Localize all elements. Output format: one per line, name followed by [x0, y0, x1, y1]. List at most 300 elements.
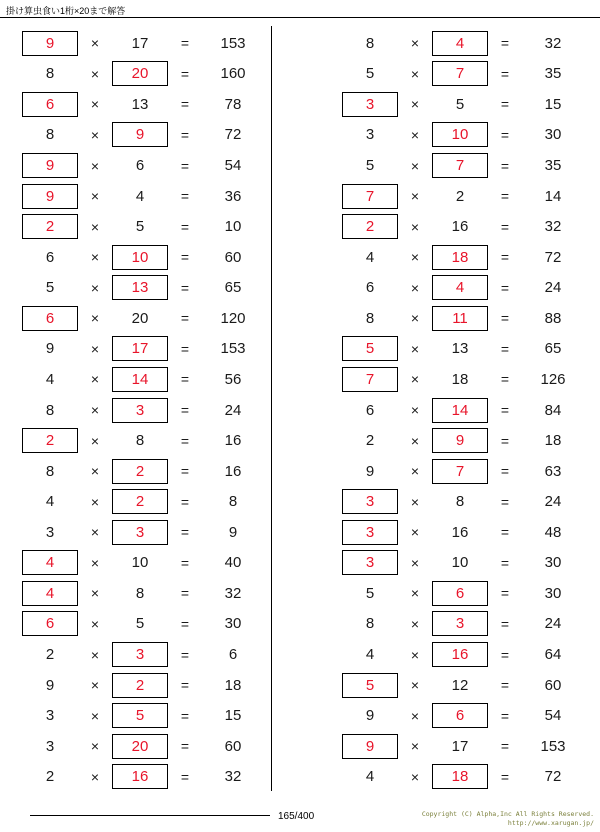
operand-a: 4	[365, 646, 375, 664]
multiply-icon: ×	[90, 279, 100, 296]
equals-icon: =	[500, 65, 510, 82]
problem-row	[22, 120, 300, 151]
product-value: 6	[228, 646, 238, 664]
answer-box-operand-b[interactable]: 18	[432, 245, 488, 270]
answer-box-operand-b[interactable]: 6	[432, 703, 488, 728]
multiply-icon: ×	[90, 554, 100, 571]
multiply-icon: ×	[90, 646, 100, 663]
problem-row	[342, 486, 600, 517]
multiply-icon: ×	[410, 340, 420, 357]
equals-icon: =	[500, 157, 510, 174]
problem-row	[342, 242, 600, 273]
answer-box-operand-a[interactable]: 6	[22, 306, 78, 331]
product-value: 65	[544, 340, 562, 358]
answer-box-operand-b[interactable]: 7	[432, 61, 488, 86]
multiply-icon: ×	[410, 310, 420, 327]
product-value: 153	[220, 34, 246, 52]
problem-row	[342, 181, 600, 212]
equals-icon: =	[500, 493, 510, 510]
multiply-icon: ×	[410, 35, 420, 52]
product-value: 16	[224, 432, 242, 450]
problem-row	[342, 120, 600, 151]
multiply-icon: ×	[410, 188, 420, 205]
multiply-icon: ×	[410, 646, 420, 663]
answer-box-operand-a[interactable]: 4	[22, 581, 78, 606]
answer-box-operand-a[interactable]: 3	[342, 550, 398, 575]
equals-icon: =	[180, 615, 190, 632]
product-value: 30	[544, 584, 562, 602]
problem-row	[22, 364, 300, 395]
product-value: 60	[544, 676, 562, 694]
multiply-icon: ×	[410, 218, 420, 235]
equals-icon: =	[180, 677, 190, 694]
equals-icon: =	[180, 65, 190, 82]
problem-row	[342, 670, 600, 701]
product-value: 18	[544, 432, 562, 450]
multiply-icon: ×	[90, 615, 100, 632]
operand-a: 9	[365, 462, 375, 480]
multiply-icon: ×	[410, 738, 420, 755]
problem-row	[22, 731, 300, 762]
multiply-icon: ×	[90, 35, 100, 52]
equals-icon: =	[180, 463, 190, 480]
operand-b: 5	[455, 95, 465, 113]
answer-box-operand-b[interactable]: 2	[112, 459, 168, 484]
answer-box-operand-b[interactable]: 7	[432, 459, 488, 484]
product-value: 32	[224, 584, 242, 602]
equals-icon: =	[180, 310, 190, 327]
equals-icon: =	[500, 218, 510, 235]
equals-icon: =	[500, 126, 510, 143]
problem-row	[22, 762, 300, 793]
answer-box-operand-a[interactable]: 9	[22, 31, 78, 56]
product-value: 24	[544, 493, 562, 511]
operand-b: 16	[451, 218, 469, 236]
problem-row	[342, 273, 600, 304]
product-value: 40	[224, 554, 242, 572]
equals-icon: =	[500, 677, 510, 694]
equals-icon: =	[180, 707, 190, 724]
product-value: 15	[544, 95, 562, 113]
equals-icon: =	[500, 249, 510, 266]
product-value: 54	[224, 157, 242, 175]
answer-box-operand-a[interactable]: 7	[342, 184, 398, 209]
product-value: 60	[224, 248, 242, 266]
problem-row	[22, 456, 300, 487]
operand-a: 4	[45, 370, 55, 388]
product-value: 63	[544, 462, 562, 480]
problem-row	[342, 609, 600, 640]
product-value: 30	[224, 615, 242, 633]
multiply-icon: ×	[90, 157, 100, 174]
problem-row	[22, 548, 300, 579]
multiply-icon: ×	[410, 249, 420, 266]
problem-row	[22, 303, 300, 334]
product-value: 9	[228, 523, 238, 541]
operand-b: 8	[135, 432, 145, 450]
footer-divider	[30, 815, 270, 816]
equals-icon: =	[180, 96, 190, 113]
answer-box-operand-b[interactable]: 17	[112, 336, 168, 361]
answer-box-operand-a[interactable]: 5	[342, 673, 398, 698]
operand-b: 13	[451, 340, 469, 358]
product-value: 120	[220, 309, 246, 327]
operand-b: 2	[455, 187, 465, 205]
problem-row	[22, 273, 300, 304]
problem-row	[22, 242, 300, 273]
equals-icon: =	[500, 188, 510, 205]
multiply-icon: ×	[410, 126, 420, 143]
equals-icon: =	[500, 310, 510, 327]
multiply-icon: ×	[410, 157, 420, 174]
multiply-icon: ×	[90, 585, 100, 602]
multiply-icon: ×	[90, 493, 100, 510]
equals-icon: =	[500, 615, 510, 632]
equals-icon: =	[500, 340, 510, 357]
problem-row	[22, 89, 300, 120]
equals-icon: =	[500, 35, 510, 52]
equals-icon: =	[180, 768, 190, 785]
operand-a: 8	[45, 401, 55, 419]
answer-box-operand-a[interactable]: 3	[342, 520, 398, 545]
multiply-icon: ×	[410, 524, 420, 541]
equals-icon: =	[180, 554, 190, 571]
product-value: 16	[224, 462, 242, 480]
header-divider	[0, 17, 600, 18]
answer-box-operand-b[interactable]: 7	[432, 153, 488, 178]
multiply-icon: ×	[410, 707, 420, 724]
answer-box-operand-b[interactable]: 6	[432, 581, 488, 606]
operand-a: 2	[365, 432, 375, 450]
answer-box-operand-b[interactable]: 3	[112, 642, 168, 667]
product-value: 32	[544, 34, 562, 52]
operand-b: 12	[451, 676, 469, 694]
multiply-icon: ×	[410, 768, 420, 785]
operand-b: 13	[131, 95, 149, 113]
answer-box-operand-b[interactable]: 11	[432, 306, 488, 331]
answer-box-operand-a[interactable]: 2	[342, 214, 398, 239]
multiply-icon: ×	[90, 707, 100, 724]
operand-a: 5	[45, 279, 55, 297]
product-value: 15	[224, 707, 242, 725]
product-value: 30	[544, 554, 562, 572]
equals-icon: =	[500, 463, 510, 480]
copyright-notice	[422, 810, 594, 828]
product-value: 64	[544, 646, 562, 664]
problem-row	[22, 609, 300, 640]
problem-row	[342, 211, 600, 242]
multiply-icon: ×	[90, 371, 100, 388]
operand-a: 6	[45, 248, 55, 266]
problem-columns	[0, 22, 600, 792]
problem-row	[342, 731, 600, 762]
operand-a: 3	[45, 737, 55, 755]
product-value: 32	[544, 218, 562, 236]
equals-icon: =	[180, 249, 190, 266]
problem-row	[342, 700, 600, 731]
product-value: 35	[544, 65, 562, 83]
multiply-icon: ×	[90, 96, 100, 113]
operand-a: 4	[365, 768, 375, 786]
operand-a: 3	[45, 707, 55, 725]
answer-box-operand-a[interactable]: 3	[342, 92, 398, 117]
product-value: 78	[224, 95, 242, 113]
answer-box-operand-b[interactable]: 10	[112, 245, 168, 270]
right-problem-column	[300, 22, 600, 792]
multiply-icon: ×	[90, 218, 100, 235]
answer-box-operand-b[interactable]: 20	[112, 734, 168, 759]
equals-icon: =	[500, 768, 510, 785]
product-value: 10	[224, 218, 242, 236]
multiply-icon: ×	[90, 310, 100, 327]
answer-box-operand-b[interactable]: 13	[112, 275, 168, 300]
equals-icon: =	[180, 738, 190, 755]
answer-box-operand-a[interactable]: 6	[22, 611, 78, 636]
product-value: 14	[544, 187, 562, 205]
answer-box-operand-b[interactable]: 16	[432, 642, 488, 667]
operand-b: 6	[135, 157, 145, 175]
page-number: 165/400	[278, 811, 315, 822]
multiply-icon: ×	[90, 249, 100, 266]
answer-box-operand-b[interactable]: 10	[432, 122, 488, 147]
product-value: 56	[224, 370, 242, 388]
product-value: 72	[544, 768, 562, 786]
answer-box-operand-b[interactable]: 4	[432, 275, 488, 300]
multiply-icon: ×	[410, 371, 420, 388]
answer-box-operand-b[interactable]: 4	[432, 31, 488, 56]
answer-box-operand-b[interactable]: 9	[432, 428, 488, 453]
product-value: 160	[220, 65, 246, 83]
problem-row	[342, 364, 600, 395]
operand-a: 3	[45, 523, 55, 541]
problem-row	[22, 150, 300, 181]
problem-row	[342, 89, 600, 120]
multiply-icon: ×	[410, 65, 420, 82]
multiply-icon: ×	[410, 279, 420, 296]
product-value: 24	[544, 279, 562, 297]
problem-row	[22, 28, 300, 59]
problem-row	[342, 456, 600, 487]
product-value: 54	[544, 707, 562, 725]
multiply-icon: ×	[90, 188, 100, 205]
answer-box-operand-b[interactable]: 5	[112, 703, 168, 728]
operand-a: 5	[365, 65, 375, 83]
multiply-icon: ×	[410, 432, 420, 449]
answer-box-operand-a[interactable]: 2	[22, 428, 78, 453]
product-value: 153	[220, 340, 246, 358]
answer-box-operand-a[interactable]: 2	[22, 214, 78, 239]
multiply-icon: ×	[410, 96, 420, 113]
operand-a: 8	[365, 309, 375, 327]
multiply-icon: ×	[410, 463, 420, 480]
problem-row	[22, 59, 300, 90]
answer-box-operand-b[interactable]: 9	[112, 122, 168, 147]
answer-box-operand-a[interactable]: 9	[22, 153, 78, 178]
product-value: 126	[540, 370, 566, 388]
operand-b: 8	[455, 493, 465, 511]
answer-box-operand-a[interactable]: 9	[22, 184, 78, 209]
operand-a: 5	[365, 157, 375, 175]
equals-icon: =	[500, 96, 510, 113]
product-value: 8	[228, 493, 238, 511]
operand-b: 18	[451, 370, 469, 388]
product-value: 72	[544, 248, 562, 266]
multiply-icon: ×	[90, 340, 100, 357]
operand-a: 4	[365, 248, 375, 266]
equals-icon: =	[500, 524, 510, 541]
equals-icon: =	[180, 524, 190, 541]
equals-icon: =	[500, 554, 510, 571]
multiply-icon: ×	[90, 126, 100, 143]
product-value: 24	[544, 615, 562, 633]
equals-icon: =	[500, 585, 510, 602]
equals-icon: =	[180, 35, 190, 52]
answer-box-operand-b[interactable]: 14	[112, 367, 168, 392]
equals-icon: =	[180, 646, 190, 663]
copyright-line-2: http://www.xarugan.jp/	[507, 819, 594, 828]
multiply-icon: ×	[410, 677, 420, 694]
answer-box-operand-a[interactable]: 5	[342, 336, 398, 361]
answer-box-operand-a[interactable]: 3	[342, 489, 398, 514]
left-problem-column	[0, 22, 300, 792]
equals-icon: =	[500, 646, 510, 663]
product-value: 32	[224, 768, 242, 786]
problem-row	[342, 762, 600, 793]
operand-a: 8	[45, 462, 55, 480]
product-value: 88	[544, 309, 562, 327]
multiply-icon: ×	[410, 585, 420, 602]
equals-icon: =	[180, 371, 190, 388]
operand-a: 8	[365, 615, 375, 633]
answer-box-operand-b[interactable]: 2	[112, 673, 168, 698]
problem-row	[342, 303, 600, 334]
operand-b: 17	[131, 34, 149, 52]
problem-row	[22, 639, 300, 670]
page-title: 掛け算虫食い1桁×20まで解答	[6, 6, 126, 16]
answer-box-operand-a[interactable]: 4	[22, 550, 78, 575]
product-value: 35	[544, 157, 562, 175]
problem-row	[342, 28, 600, 59]
answer-box-operand-b[interactable]: 14	[432, 398, 488, 423]
operand-a: 6	[365, 279, 375, 297]
problem-row	[22, 486, 300, 517]
equals-icon: =	[500, 432, 510, 449]
operand-b: 10	[451, 554, 469, 572]
product-value: 65	[224, 279, 242, 297]
operand-b: 17	[451, 737, 469, 755]
operand-a: 6	[365, 401, 375, 419]
operand-a: 5	[365, 584, 375, 602]
problem-row	[22, 395, 300, 426]
product-value: 84	[544, 401, 562, 419]
problem-row	[22, 425, 300, 456]
multiply-icon: ×	[90, 768, 100, 785]
multiply-icon: ×	[90, 677, 100, 694]
equals-icon: =	[180, 402, 190, 419]
operand-b: 5	[135, 218, 145, 236]
operand-a: 8	[365, 34, 375, 52]
equals-icon: =	[180, 188, 190, 205]
copyright-line-1: Copyright (C) Alpha,Inc All Rights Reserved.	[421, 810, 594, 819]
equals-icon: =	[500, 707, 510, 724]
answer-box-operand-a[interactable]: 7	[342, 367, 398, 392]
equals-icon: =	[500, 371, 510, 388]
problem-row	[342, 548, 600, 579]
problem-row	[22, 181, 300, 212]
answer-box-operand-a[interactable]: 6	[22, 92, 78, 117]
product-value: 60	[224, 737, 242, 755]
answer-box-operand-b[interactable]: 3	[432, 611, 488, 636]
operand-a: 4	[45, 493, 55, 511]
operand-a: 2	[45, 768, 55, 786]
operand-b: 10	[131, 554, 149, 572]
problem-row	[22, 700, 300, 731]
operand-b: 20	[131, 309, 149, 327]
operand-b: 8	[135, 584, 145, 602]
operand-a: 9	[45, 340, 55, 358]
product-value: 24	[224, 401, 242, 419]
problem-row	[342, 334, 600, 365]
product-value: 36	[224, 187, 242, 205]
answer-box-operand-b[interactable]: 3	[112, 398, 168, 423]
equals-icon: =	[180, 340, 190, 357]
problem-row	[342, 578, 600, 609]
operand-b: 5	[135, 615, 145, 633]
product-value: 153	[540, 737, 566, 755]
problem-row	[342, 395, 600, 426]
multiply-icon: ×	[410, 493, 420, 510]
problem-row	[342, 425, 600, 456]
product-value: 30	[544, 126, 562, 144]
multiply-icon: ×	[90, 432, 100, 449]
equals-icon: =	[180, 126, 190, 143]
problem-row	[22, 578, 300, 609]
problem-row	[342, 517, 600, 548]
operand-b: 16	[451, 523, 469, 541]
problem-row	[342, 150, 600, 181]
equals-icon: =	[180, 432, 190, 449]
multiply-icon: ×	[90, 463, 100, 480]
answer-box-operand-b[interactable]: 2	[112, 489, 168, 514]
answer-box-operand-b[interactable]: 16	[112, 764, 168, 789]
multiply-icon: ×	[90, 65, 100, 82]
product-value: 48	[544, 523, 562, 541]
problem-row	[342, 59, 600, 90]
product-value: 72	[224, 126, 242, 144]
equals-icon: =	[180, 157, 190, 174]
operand-a: 9	[365, 707, 375, 725]
answer-box-operand-b[interactable]: 20	[112, 61, 168, 86]
answer-box-operand-b[interactable]: 18	[432, 764, 488, 789]
product-value: 18	[224, 676, 242, 694]
equals-icon: =	[180, 493, 190, 510]
operand-a: 9	[45, 676, 55, 694]
answer-box-operand-b[interactable]: 3	[112, 520, 168, 545]
equals-icon: =	[180, 585, 190, 602]
problem-row	[342, 639, 600, 670]
equals-icon: =	[180, 218, 190, 235]
operand-a: 3	[365, 126, 375, 144]
equals-icon: =	[500, 738, 510, 755]
problem-row	[22, 670, 300, 701]
answer-box-operand-a[interactable]: 9	[342, 734, 398, 759]
multiply-icon: ×	[90, 524, 100, 541]
multiply-icon: ×	[90, 738, 100, 755]
problem-row	[22, 211, 300, 242]
multiply-icon: ×	[90, 402, 100, 419]
problem-row	[22, 334, 300, 365]
equals-icon: =	[500, 402, 510, 419]
